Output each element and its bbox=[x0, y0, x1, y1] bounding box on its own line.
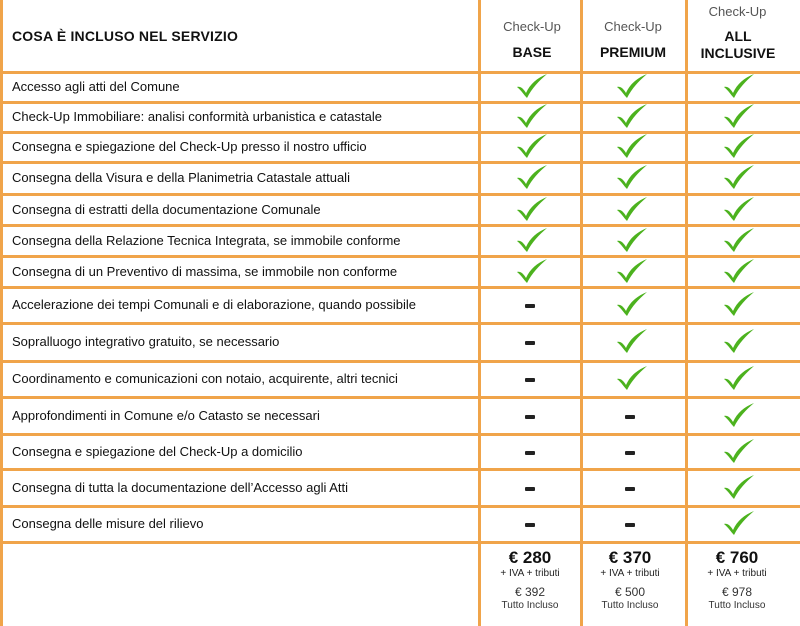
plan-header-all-inclusive bbox=[690, 4, 785, 62]
price-value: € 280 bbox=[508, 548, 552, 567]
plan-header-top: Check-Up bbox=[503, 19, 561, 34]
table-row-label: Check-Up Immobiliare: analisi conformità urbanistica e catastale bbox=[12, 109, 382, 124]
dash-icon bbox=[525, 304, 535, 308]
row-divider bbox=[3, 396, 800, 399]
table-row-label: Consegna di tutta la documentazione dell’Accesso agli Atti bbox=[12, 479, 349, 495]
dash-icon bbox=[525, 341, 535, 345]
column-divider bbox=[685, 0, 688, 626]
price-total-label: Tutto Incluso bbox=[601, 600, 659, 611]
dash-icon bbox=[525, 378, 535, 382]
check-icon bbox=[615, 227, 649, 253]
table-row-label: Consegna delle misure del rilievo bbox=[12, 516, 204, 531]
check-icon bbox=[722, 227, 756, 253]
check-icon bbox=[722, 73, 756, 99]
check-icon bbox=[722, 474, 756, 500]
check-icon bbox=[722, 164, 756, 190]
row-divider bbox=[3, 286, 800, 289]
price-extra: + IVA + tributi bbox=[707, 568, 767, 579]
table-row-label: Sopralluogo integrativo gratuito, se necessario bbox=[12, 334, 280, 349]
dash-icon bbox=[625, 415, 635, 419]
dash-icon bbox=[625, 451, 635, 455]
column-divider bbox=[0, 0, 3, 626]
dash-icon bbox=[525, 451, 535, 455]
check-icon bbox=[515, 196, 549, 222]
check-icon bbox=[515, 164, 549, 190]
plan-header-name: ALL INCLUSIVE bbox=[700, 28, 776, 61]
row-divider bbox=[3, 255, 800, 258]
check-icon bbox=[722, 328, 756, 354]
check-icon bbox=[722, 510, 756, 536]
check-icon bbox=[515, 103, 549, 129]
check-icon bbox=[615, 196, 649, 222]
price-extra: + IVA + tributi bbox=[600, 568, 660, 579]
check-icon bbox=[515, 133, 549, 159]
check-icon bbox=[615, 291, 649, 317]
row-divider bbox=[3, 433, 800, 436]
column-divider bbox=[580, 0, 583, 626]
table-row-label: Consegna di estratti della documentazione Comunale bbox=[12, 201, 321, 217]
check-icon bbox=[722, 133, 756, 159]
table-row-label: Consegna della Relazione Tecnica Integrata, se immobile conforme bbox=[12, 232, 401, 248]
check-icon bbox=[722, 291, 756, 317]
check-icon bbox=[515, 73, 549, 99]
table-row-label: Consegna e spiegazione del Check-Up a domicilio bbox=[12, 443, 303, 459]
plan-header-name: PREMIUM bbox=[599, 44, 667, 60]
check-icon bbox=[722, 103, 756, 129]
plan-header-top: Check-Up bbox=[604, 19, 662, 34]
check-icon bbox=[722, 258, 756, 284]
row-divider bbox=[3, 468, 800, 471]
plan-header-base bbox=[484, 19, 580, 61]
dash-icon bbox=[525, 415, 535, 419]
price-total-label: Tutto Incluso bbox=[708, 600, 766, 611]
price-block bbox=[689, 548, 785, 611]
price-value: € 760 bbox=[715, 548, 759, 567]
column-divider bbox=[478, 0, 481, 626]
price-total: € 500 bbox=[614, 585, 646, 599]
check-icon bbox=[515, 258, 549, 284]
row-divider bbox=[3, 360, 800, 363]
check-icon bbox=[615, 365, 649, 391]
price-total-label: Tutto Incluso bbox=[501, 600, 559, 611]
plan-header-premium bbox=[583, 19, 683, 61]
check-icon bbox=[615, 258, 649, 284]
check-icon bbox=[615, 133, 649, 159]
price-total: € 392 bbox=[514, 585, 546, 599]
check-icon bbox=[722, 402, 756, 428]
table-row-label: Coordinamento e comunicazioni con notaio, acquirente, altri tecnici bbox=[12, 371, 398, 386]
table-title: COSA È INCLUSO NEL SERVIZIO bbox=[12, 28, 239, 44]
row-divider bbox=[3, 161, 800, 164]
row-divider bbox=[3, 505, 800, 508]
row-divider bbox=[3, 193, 800, 196]
table-row-label: Consegna della Visura e della Planimetria Catastale attuali bbox=[12, 170, 350, 185]
check-icon bbox=[615, 164, 649, 190]
table-row-label: Accesso agli atti del Comune bbox=[12, 79, 180, 94]
check-icon bbox=[615, 73, 649, 99]
row-divider bbox=[3, 224, 800, 227]
row-divider bbox=[3, 131, 800, 134]
plan-header-top: Check-Up bbox=[708, 4, 767, 19]
row-divider bbox=[3, 322, 800, 325]
price-block bbox=[582, 548, 678, 611]
row-divider bbox=[3, 541, 800, 544]
dash-icon bbox=[525, 487, 535, 491]
table-row-label: Accelerazione dei tempi Comunali e di elaborazione, quando possibile bbox=[12, 297, 416, 312]
price-block bbox=[482, 548, 578, 611]
dash-icon bbox=[625, 523, 635, 527]
plan-header-name: BASE bbox=[512, 44, 552, 60]
price-extra: + IVA + tributi bbox=[500, 568, 560, 579]
price-value: € 370 bbox=[608, 548, 652, 567]
check-icon bbox=[722, 196, 756, 222]
row-divider bbox=[3, 101, 800, 104]
dash-icon bbox=[625, 487, 635, 491]
table-row-label: Consegna di un Preventivo di massima, se immobile non conforme bbox=[12, 263, 398, 279]
table-row-label: Approfondimenti in Comune e/o Catasto se necessari bbox=[12, 407, 320, 423]
check-icon bbox=[722, 438, 756, 464]
price-total: € 978 bbox=[721, 585, 753, 599]
dash-icon bbox=[525, 523, 535, 527]
table-row-label: Consegna e spiegazione del Check-Up presso il nostro ufficio bbox=[12, 139, 367, 154]
check-icon bbox=[722, 365, 756, 391]
check-icon bbox=[615, 103, 649, 129]
row-divider bbox=[3, 71, 800, 74]
check-icon bbox=[615, 328, 649, 354]
check-icon bbox=[515, 227, 549, 253]
